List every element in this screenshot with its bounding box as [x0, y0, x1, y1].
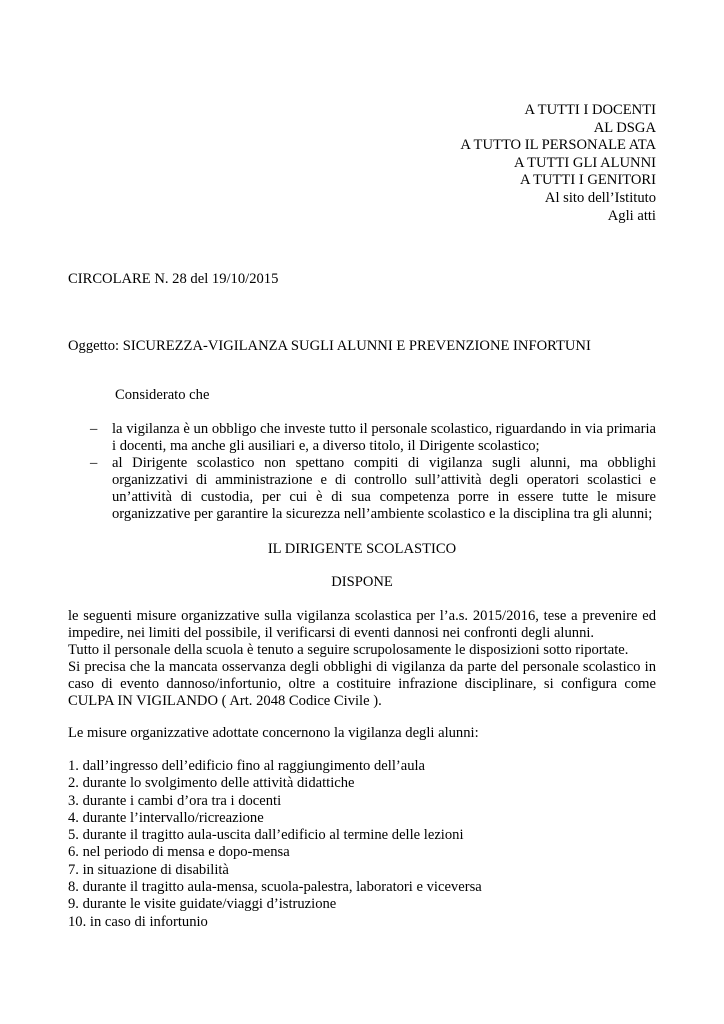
list-item: 1. dall’ingresso dell’edificio fino al raggiungimento dell’aula	[68, 758, 426, 774]
misure-intro: Le misure organizzative adottate concernono la vigilanza degli alunni:	[68, 725, 479, 741]
list-item: 5. durante il tragitto aula-uscita dall’edificio al termine delle lezioni	[68, 827, 464, 844]
recipient-line: A TUTTI GLI ALUNNI	[514, 154, 656, 171]
considerations-list	[68, 421, 656, 523]
recipient-line: Agli atti	[607, 207, 656, 224]
list-item: 4. durante l’intervallo/ricreazione	[68, 809, 264, 826]
list-item: 2. durante lo svolgimento delle attività didattiche	[68, 775, 355, 792]
list-item: 9. durante le visite guidate/viaggi d’istruzione	[68, 896, 337, 913]
recipient-line: A TUTTI I GENITORI	[519, 172, 656, 189]
considerato-heading: Considerato che	[115, 387, 210, 403]
list-item: 8. durante il tragitto aula-mensa, scuola-palestra, laboratori e viceversa	[68, 879, 482, 896]
dash-marker: –	[90, 421, 98, 437]
recipient-line: A TUTTO IL PERSONALE ATA	[460, 137, 656, 154]
bullet-item	[68, 455, 656, 523]
list-item: 3. durante i cambi d’ora tra i docenti	[68, 792, 282, 809]
body-paragraph: le seguenti misure organizzative sulla vigilanza scolastica per l’a.s. 2015/2016, tese a prevenire ed impedire, nei limiti del possibile, il verificarsi di eventi dannosi nei confronti degli alunni.	[68, 608, 656, 641]
subject-line: Oggetto: SICUREZZA-VIGILANZA SUGLI ALUNNI E PREVENZIONE INFORTUNI	[68, 338, 591, 354]
measures-list	[68, 758, 482, 931]
list-item: 10. in caso di infortunio	[68, 913, 208, 930]
dirigente-heading: IL DIRIGENTE SCOLASTICO	[267, 541, 457, 557]
bullet-item	[68, 421, 656, 455]
bullet-text: al Dirigente scolastico non spettano compiti di vigilanza sugli alunni, ma obblighi organizzativi di amministrazione e di controllo sull’attività degli operatori scolastici e un’attività di custodia, per cui è di sua competenza porre in essere tutte le misure organizzative per garantire la sicurezza nell’ambiente scolastico e la disciplina tra gli alunni;	[112, 455, 656, 522]
body-paragraph: Si precisa che la mancata osservanza degli obblighi di vigilanza da parte del personale scolastico in caso di evento dannoso/infortunio, oltre a costituire infrazione disciplinare, si configura come CULPA IN VIGILANDO ( Art. 2048 Codice Civile ).	[68, 659, 656, 709]
recipient-line: A TUTTI I DOCENTI	[524, 102, 656, 118]
body-text	[68, 608, 656, 710]
recipient-line: AL DSGA	[593, 119, 656, 136]
dispone-heading: DISPONE	[331, 574, 393, 590]
list-item: 6. nel periodo di mensa e dopo-mensa	[68, 844, 290, 861]
recipient-line: Al sito dell’Istituto	[544, 189, 656, 206]
dash-marker: –	[90, 455, 98, 471]
list-item: 7. in situazione di disabilità	[68, 861, 229, 878]
recipients-block	[460, 102, 656, 225]
circolare-number: CIRCOLARE N. 28 del 19/10/2015	[68, 271, 279, 287]
bullet-text: la vigilanza è un obbligo che investe tutto il personale scolastico, riguardando in via primaria i docenti, ma anche gli ausiliari e, a diverso titolo, il Dirigente scolastico;	[112, 421, 656, 454]
body-paragraph: Tutto il personale della scuola è tenuto a seguire scrupolosamente le disposizioni sotto riportate.	[68, 642, 629, 658]
